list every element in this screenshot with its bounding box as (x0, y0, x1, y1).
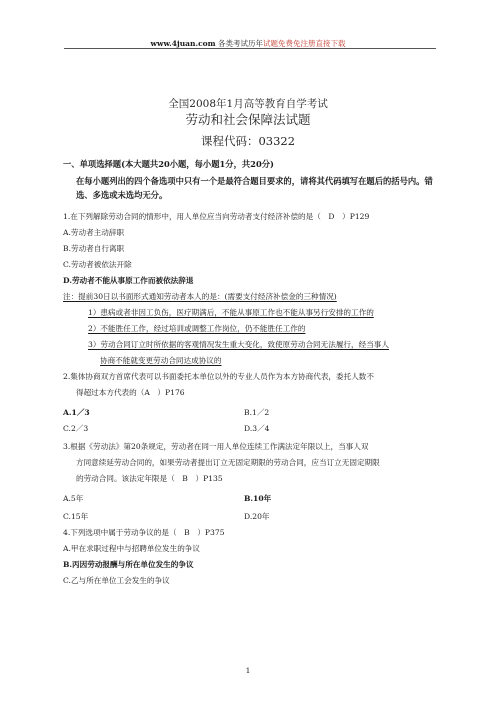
question-1-stem: 1.在下列解除劳动合同的情形中，用人单位应当向劳动者支付经济补偿的是（ D ）P129 (63, 212, 370, 221)
question-1-option-b: B.劳动者自行离职 (63, 244, 125, 253)
question-4-option-a: A.甲在求职过程中与招聘单位发生的争议 (63, 544, 200, 553)
header-divider (64, 48, 436, 49)
section-instruction: 在每小题列出的四个备选项中只有一个是最符合题目要求的，请将其代码填写在题后的括号内。错选、多选或未选均无分。 (76, 176, 433, 200)
question-4-stem: 4.下列选项中属于劳动争议的是（ B ）P375 (63, 528, 225, 537)
exam-title: 全国2008年1月高等教育自学考试 (168, 98, 328, 110)
question-1-option-a: A.劳动者主动辞职 (63, 228, 125, 237)
course-code: 课程代码：03322 (200, 134, 296, 148)
question-3-stem: 3.根据《劳动法》第20条规定，劳动者在同一用人单位连续工作满法定年限以上，当事人双 (63, 442, 369, 451)
header-text: 各类考试历年 (217, 39, 263, 48)
question-2-stem-cont: 得超过本方代表的（A ）P176 (76, 388, 185, 397)
question-3-option-a: A.5年 (63, 494, 84, 503)
question-1-option-d: D.劳动者不能从事原工作而被依法辞退 (63, 276, 194, 285)
question-4-option-b: B.丙因劳动报酬与所在单位发生的争议 (63, 560, 194, 569)
subject-title: 劳动和社会保障法试题 (185, 112, 311, 127)
question-2-option-b: B.1／2 (244, 408, 270, 417)
question-1-note-item-1: 1）患病或者非因工负伤，医疗期满后，不能从事原工作也不能从事另行安排的工作的 (88, 308, 374, 317)
header-highlight: 试题免费免注册直接下载 (262, 39, 346, 48)
question-3-option-d: D.20年 (244, 512, 270, 521)
question-2-option-d: D.3／4 (244, 424, 270, 433)
question-3-option-b: B.10年 (244, 494, 272, 503)
header-site: www.4juan.com (150, 39, 216, 48)
question-3-stem-cont-1: 方同意续延劳动合同的，如果劳动者提出订立无固定期限的劳动合同，应当订立无固定期限 (76, 458, 380, 467)
question-3-option-c: C.15年 (63, 512, 89, 521)
question-2-option-c: C.2／3 (63, 424, 89, 433)
question-2-stem: 2.集体协商双方首席代表可以书面委托本单位以外的专业人员作为本方协商代表，委托人数不 (63, 372, 374, 381)
question-1-note-item-3: 3）劳动合同订立时所依据的客观情况发生重大变化，致使原劳动合同无法履行，经当事人 (88, 340, 389, 349)
page-number: 1 (245, 666, 251, 675)
question-1-note-item-3-cont: 协商不能就变更劳动合同达成协议的 (100, 356, 222, 365)
question-3-stem-cont-2: 的劳动合同。该法定年限是（ B ）P135 (76, 474, 223, 483)
question-1-option-c: C.劳动者被依法开除 (63, 260, 132, 269)
question-2-option-a: A.1／3 (63, 408, 90, 417)
question-1-note-item-2: 2）不能胜任工作，经过培训或调整工作岗位，仍不能胜任工作的 (88, 324, 306, 333)
question-4-option-c: C.乙与所在单位工会发生的争议 (63, 576, 170, 585)
question-1-note: 注：提前30日以书面形式通知劳动者本人的是：(需要支付经济补偿金的三种情况) (63, 292, 337, 301)
section-heading: 一、单项选择题(本大题共20小题，每小题1分，共20分) (63, 159, 274, 169)
